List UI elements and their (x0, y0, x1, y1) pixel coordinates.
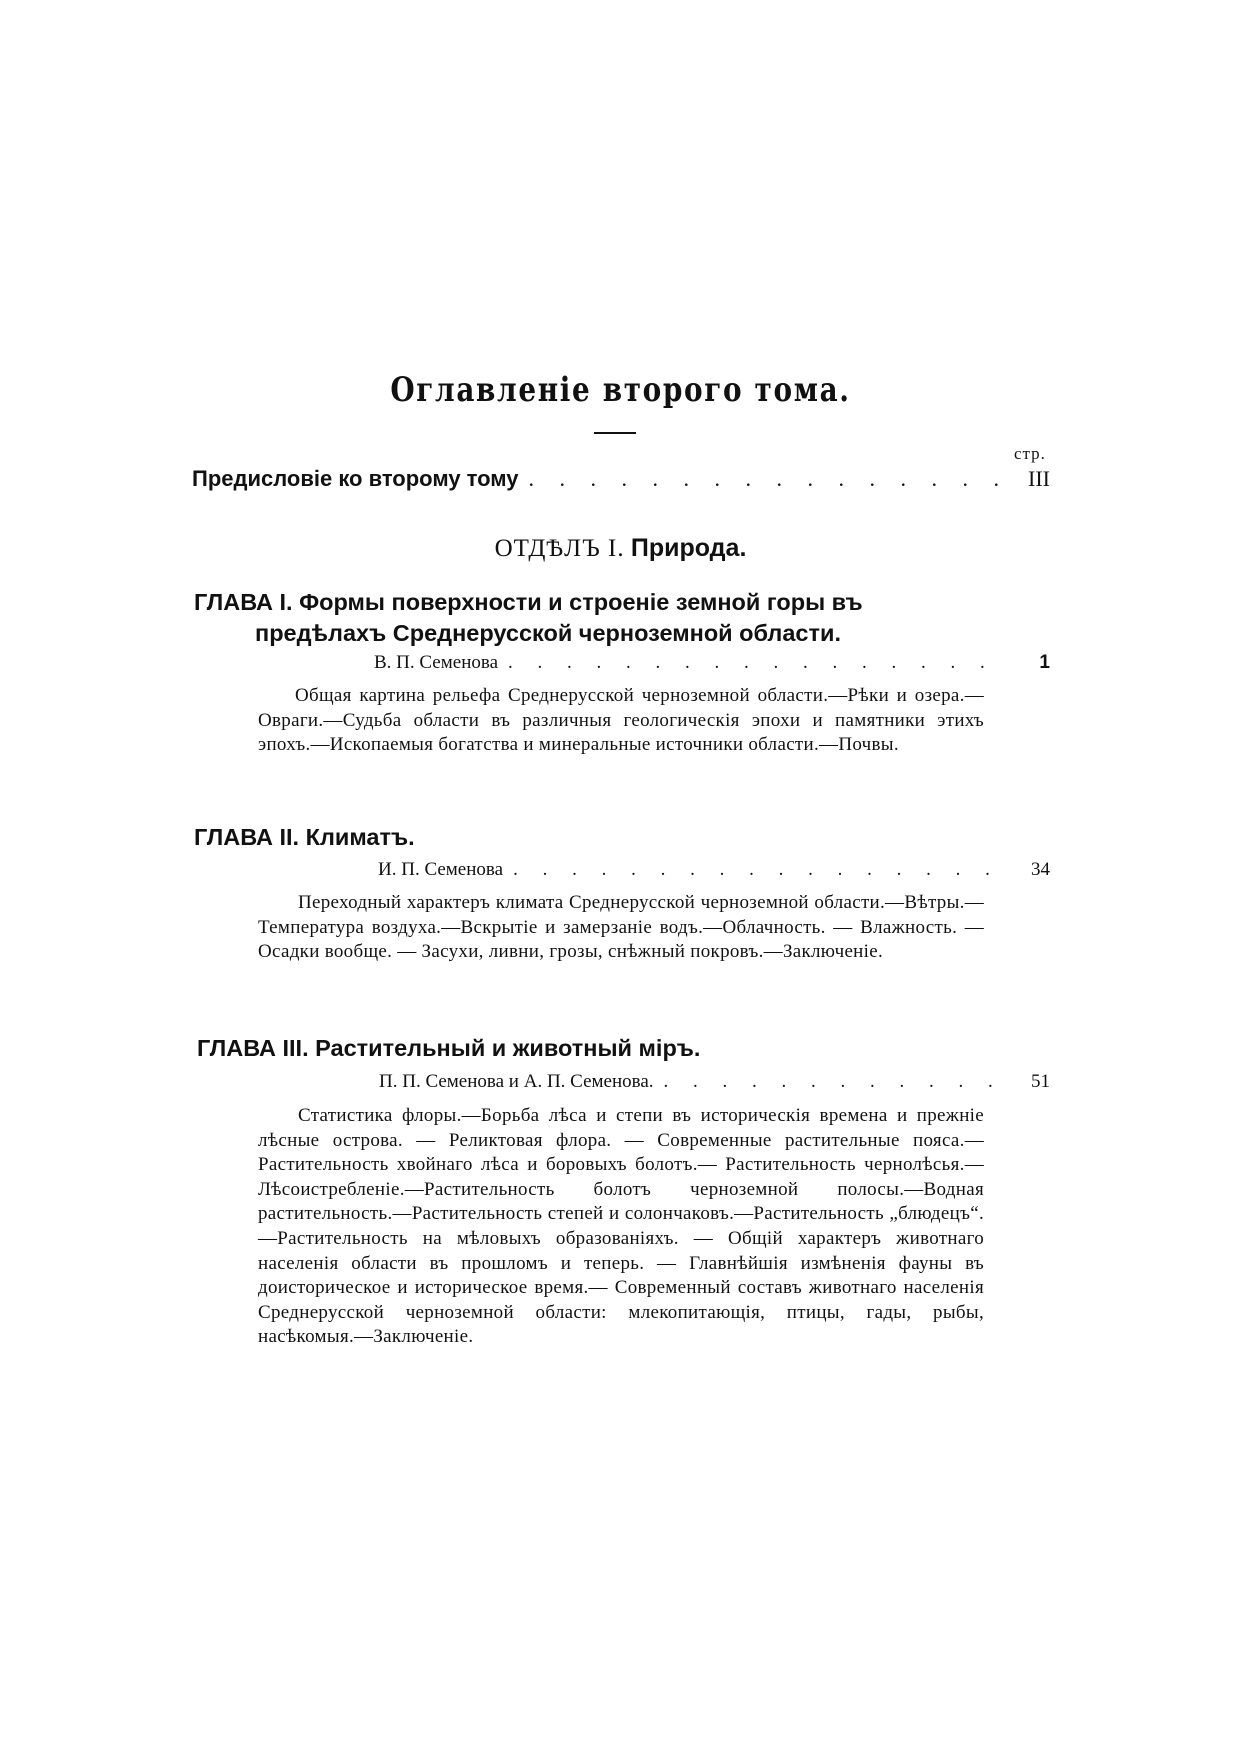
preface-page: III (1028, 466, 1050, 491)
chapter-1-author: В. П. Семенова (374, 652, 499, 673)
chapter-2-description: Переходный характеръ климата Среднерусской черноземной области.—Вѣтры.—Температура воздуха.—Вскрытіе и замерзаніе водъ.—Облачность. — Влажность. — Осадки вообще. — Засухи, ливни, грозы, снѣжный покровъ.—Заключеніе. (258, 892, 984, 963)
page-title: Оглавленіе второго тома. (390, 370, 851, 410)
leader-dots (513, 859, 1000, 881)
title-rule (594, 432, 636, 434)
preface-label: Предисловіе ко второму тому (192, 466, 519, 491)
section-name: Природа. (630, 534, 747, 562)
chapter-3-author: П. П. Семенова и А. П. Семенова. (379, 1071, 654, 1092)
chapter-1-heading-line1: ГЛАВА I. Формы поверхности и строеніе земной горы въ (194, 589, 863, 615)
chapter-2-heading: ГЛАВА II. Климатъ. (194, 824, 415, 850)
section-number: ОТДѢЛЪ I. (494, 535, 625, 562)
chapter-1-heading-line2: предѣлахъ Среднерусской черноземной области. (255, 620, 841, 646)
section-heading (0, 534, 1241, 563)
chapter-1-page: 1 (1039, 652, 1050, 673)
leader-dots (508, 652, 1000, 674)
chapter-1-description: Общая картина рельефа Среднерусской черноземной области.—Рѣки и озера.—Овраги.—Судьба области въ различныя геологическія эпохи и памятники этихъ эпохъ.—Ископаемыя богатства и минеральные источники области.—Почвы. (258, 685, 984, 756)
chapter-2-entry[interactable] (378, 859, 1050, 881)
page-column-label: стр. (1014, 444, 1046, 463)
chapter-3-heading: ГЛАВА III. Растительный и животный міръ. (197, 1035, 701, 1061)
chapter-3-description: Статистика флоры.—Борьба лѣса и степи въ историческія времена и прежніе лѣсные острова. — Реликтовая флора. — Современные растительные пояса.— Растительность хвойнаго лѣса и боровыхъ болотъ.— Растительность чернолѣсья.—Лѣсоистребленіе.—Растительность болотъ черноземной полосы.—Водная растительность.—Растительность степей и солончаковъ.—Растительность „блюдецъ“.—Растительность на мѣловыхъ образованіяхъ. — Общій характеръ животнаго населенія области въ прошломъ и теперь. — Главнѣйшія измѣненія фауны въ доисторическое и историческое время.— Современный составъ животнаго населенія Среднерусской черноземной области: млекопитающія, птицы, гады, рыбы, насѣкомыя.—Заключеніе. (258, 1105, 984, 1348)
chapter-3-page: 51 (1031, 1071, 1050, 1092)
chapter-2-page: 34 (1031, 859, 1050, 880)
preface-entry[interactable] (192, 466, 1050, 492)
chapter-1-entry[interactable] (374, 652, 1050, 674)
leader-dots (529, 466, 1000, 492)
chapter-2-author: И. П. Семенова (378, 859, 504, 880)
leader-dots (664, 1071, 1000, 1093)
chapter-3-entry[interactable] (379, 1071, 1050, 1093)
